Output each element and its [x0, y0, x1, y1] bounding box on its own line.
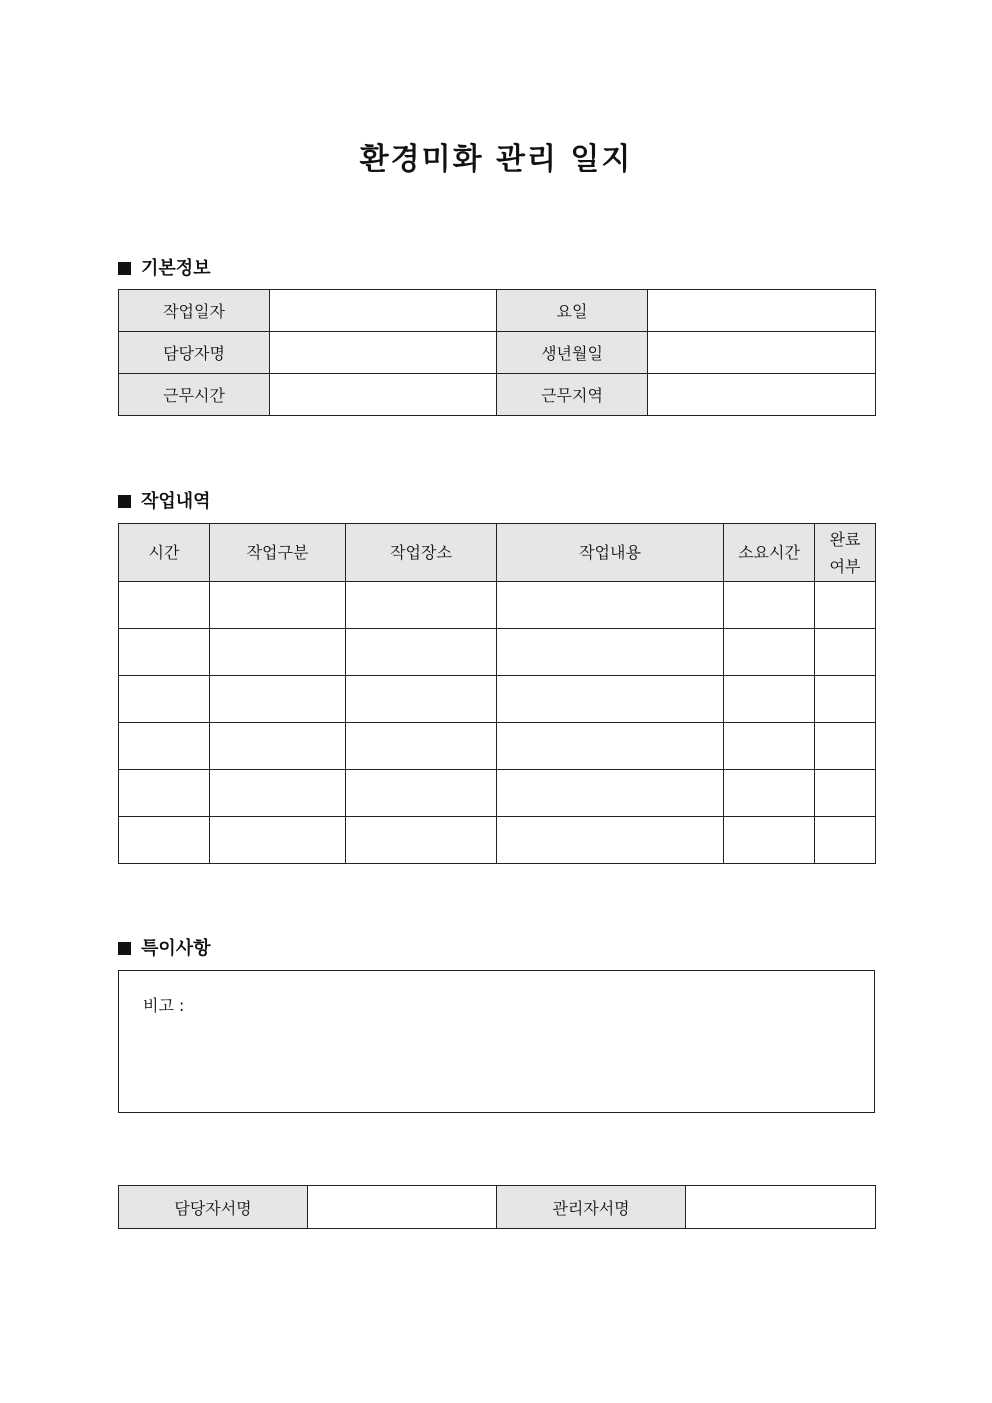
complete-cell[interactable]	[815, 676, 876, 723]
admin-signature-label: 관리자서명	[497, 1186, 686, 1229]
remarks-label: 비고 :	[143, 996, 185, 1015]
complete-cell[interactable]	[815, 723, 876, 770]
table-row	[119, 817, 876, 864]
time-cell[interactable]	[119, 723, 210, 770]
category-cell[interactable]	[210, 676, 346, 723]
duration-cell[interactable]	[724, 676, 815, 723]
notes-box[interactable]	[118, 970, 875, 1113]
col-header-location: 작업장소	[346, 524, 497, 582]
duration-cell[interactable]	[724, 723, 815, 770]
complete-cell[interactable]	[815, 582, 876, 629]
square-bullet-icon	[118, 495, 131, 508]
square-bullet-icon	[118, 942, 131, 955]
manager-signature-field[interactable]	[308, 1186, 497, 1229]
admin-signature-field[interactable]	[686, 1186, 876, 1229]
section-heading-notes	[118, 934, 211, 960]
time-cell[interactable]	[119, 629, 210, 676]
day-of-week-label: 요일	[497, 290, 648, 332]
duration-cell[interactable]	[724, 817, 815, 864]
content-cell[interactable]	[497, 582, 724, 629]
content-cell[interactable]	[497, 770, 724, 817]
work-hours-field[interactable]	[270, 374, 497, 416]
col-header-category: 작업구분	[210, 524, 346, 582]
content-cell[interactable]	[497, 723, 724, 770]
section-basic-label: 기본정보	[141, 258, 211, 279]
duration-cell[interactable]	[724, 629, 815, 676]
work-log-table	[118, 523, 876, 864]
section-work-label: 작업내역	[141, 491, 211, 512]
time-cell[interactable]	[119, 582, 210, 629]
work-hours-label: 근무시간	[119, 374, 270, 416]
table-row	[119, 676, 876, 723]
basic-info-table	[118, 289, 876, 416]
page-title: 환경미화 관리 일지	[359, 142, 633, 177]
category-cell[interactable]	[210, 770, 346, 817]
col-header-duration: 소요시간	[724, 524, 815, 582]
square-bullet-icon	[118, 262, 131, 275]
work-date-label: 작업일자	[119, 290, 270, 332]
location-cell[interactable]	[346, 723, 497, 770]
manager-name-label: 담당자명	[119, 332, 270, 374]
complete-cell[interactable]	[815, 817, 876, 864]
work-area-label: 근무지역	[497, 374, 648, 416]
section-notes-label: 특이사항	[141, 938, 211, 959]
content-cell[interactable]	[497, 629, 724, 676]
content-cell[interactable]	[497, 817, 724, 864]
table-row	[119, 582, 876, 629]
duration-cell[interactable]	[724, 582, 815, 629]
signature-table	[118, 1185, 876, 1229]
complete-cell[interactable]	[815, 770, 876, 817]
duration-cell[interactable]	[724, 770, 815, 817]
work-area-field[interactable]	[648, 374, 876, 416]
work-date-field[interactable]	[270, 290, 497, 332]
manager-signature-label: 담당자서명	[119, 1186, 308, 1229]
location-cell[interactable]	[346, 629, 497, 676]
col-header-time: 시간	[119, 524, 210, 582]
birthdate-label: 생년월일	[497, 332, 648, 374]
complete-cell[interactable]	[815, 629, 876, 676]
section-heading-work	[118, 487, 211, 513]
location-cell[interactable]	[346, 770, 497, 817]
col-header-complete	[815, 524, 876, 582]
col-header-complete-line2: 여부	[829, 556, 861, 576]
location-cell[interactable]	[346, 817, 497, 864]
section-heading-basic	[118, 254, 211, 280]
birthdate-field[interactable]	[648, 332, 876, 374]
location-cell[interactable]	[346, 676, 497, 723]
manager-name-field[interactable]	[270, 332, 497, 374]
category-cell[interactable]	[210, 629, 346, 676]
day-of-week-field[interactable]	[648, 290, 876, 332]
table-row	[119, 723, 876, 770]
content-cell[interactable]	[497, 676, 724, 723]
col-header-complete-line1: 완료	[829, 529, 861, 549]
time-cell[interactable]	[119, 676, 210, 723]
table-row	[119, 629, 876, 676]
location-cell[interactable]	[346, 582, 497, 629]
category-cell[interactable]	[210, 723, 346, 770]
category-cell[interactable]	[210, 817, 346, 864]
col-header-content: 작업내용	[497, 524, 724, 582]
category-cell[interactable]	[210, 582, 346, 629]
time-cell[interactable]	[119, 770, 210, 817]
time-cell[interactable]	[119, 817, 210, 864]
table-row	[119, 770, 876, 817]
